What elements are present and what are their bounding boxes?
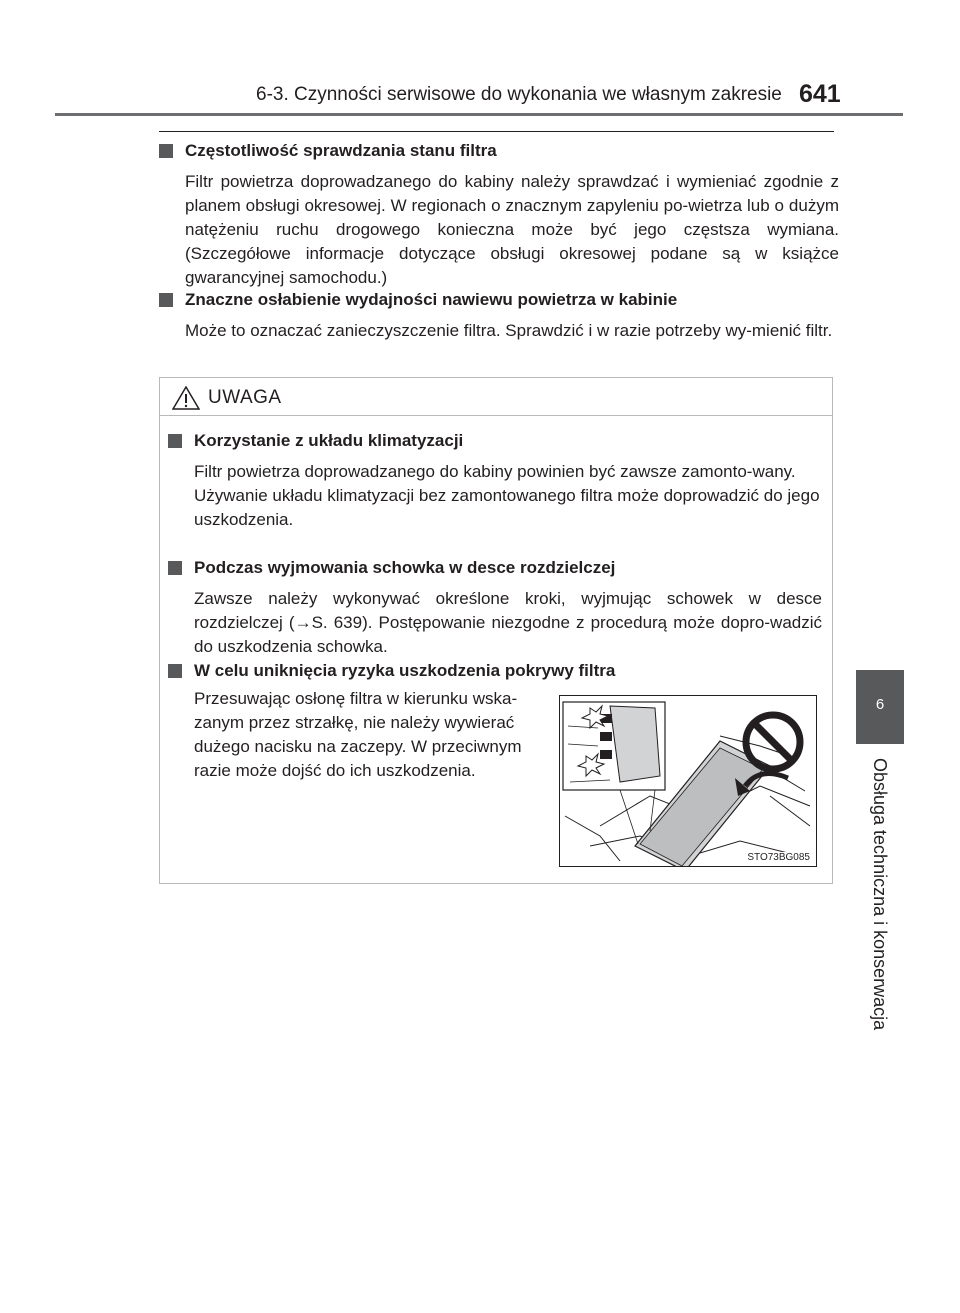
warning-section-ac-use [168,430,822,532]
section-title: Znaczne osłabienie wydajności nawiewu powietrza w kabinie [185,290,678,309]
section-title: Częstotliwość sprawdzania stanu filtra [185,141,497,160]
content-top-rule [159,131,834,132]
warning-section-filter-cover [168,660,822,682]
header-rule [55,113,903,116]
section-bullet-icon [168,561,182,575]
section-bullet-icon [168,434,182,448]
section-title: Korzystanie z układu klimatyzacji [194,431,464,450]
chapter-number: 6 [875,696,885,713]
section-title: Podczas wyjmowania schowka w desce rozdzielczej [194,558,616,577]
section-bullet-icon [159,144,173,158]
section-bullet-icon [168,664,182,678]
running-header-title: 6-3. Czynności serwisowe do wykonania we własnym zakresie [256,84,782,105]
filter-cover-illustration [559,695,817,867]
warning-box [159,377,833,884]
section-body-2: Używanie układu klimatyzacji bez zamontowanego filtra może doprowadzić do jego uszkodzenia. [194,486,820,529]
section-body: Filtr powietrza doprowadzanego do kabiny powinien być zawsze zamonto-wany. [194,462,796,481]
section-body: Zawsze należy wykonywać określone kroki, wyjmując schowek w desce rozdzielczej (→S. 639). Postępowanie niezgodne z procedurą może dopro-wadzić do uszkodzenia schowka. [194,589,822,656]
filter-cover-drawing [560,696,817,867]
page-number: 641 [799,80,841,108]
section-bullet-icon [159,293,173,307]
filter-cover-body: Przesuwając osłonę filtra w kierunku wska-zanym przez strzałkę, nie należy wywierać dużego nacisku na zaczepy. W przeciwnym razie może dojść do ich uszkodzenia. [194,689,522,780]
section-filter-frequency [159,140,839,290]
warning-label: UWAGA [208,387,282,408]
warning-header [160,378,832,416]
section-title: W celu uniknięcia ryzyka uszkodzenia pokrywy filtra [194,661,616,680]
section-body: Filtr powietrza doprowadzanego do kabiny należy sprawdzać i wymieniać zgodnie z planem obsługi okresowej. W regionach o znacznym zapyleniu po-wietrza lub o dużym natężeniu ruchu drogowego konieczna może być jego częstsza wymiana. (Szczegółowe informacje dotyczące obsługi okresowej podane są w książce gwarancyjnej samochodu.) [185,172,839,287]
illustration-code: STO73BG085 [747,852,810,863]
section-airflow-weakening [159,289,839,343]
warning-section-glovebox [168,557,822,659]
warning-triangle-icon [172,386,200,410]
section-body: Może to oznaczać zanieczyszczenie filtra. Sprawdzić i w razie potrzeby wy-mienić filtr. [185,321,833,340]
chapter-tab [856,670,904,744]
chapter-title-vertical: Obsługa techniczna i konserwacja [870,758,890,1031]
